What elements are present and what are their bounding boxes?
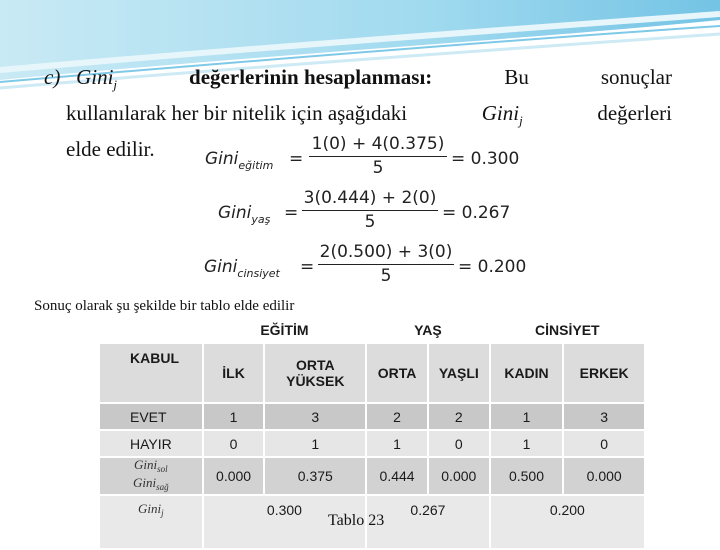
- eq2-equals: =: [284, 203, 299, 223]
- subheader-orta-yuksek: ORTA YÜKSEK: [264, 343, 366, 403]
- eq3-equals: =: [300, 257, 315, 277]
- item-label: c): [44, 65, 61, 89]
- table-cell: 2: [366, 403, 428, 430]
- eq1-result: = 0.300: [451, 149, 520, 169]
- eq2-gini: Gini: [218, 203, 252, 223]
- gini-sag-sub: sağ: [156, 482, 169, 492]
- intro-line-2: [44, 99, 672, 135]
- gini-subscript: j: [113, 77, 118, 92]
- gini-sol-symbol: Gini: [134, 457, 158, 472]
- eq1-gini: Gini: [205, 149, 239, 169]
- line2-gini-sub: j: [519, 113, 523, 128]
- gini-sol-sub: sol: [157, 464, 168, 474]
- line3-text: elde edilir.: [66, 137, 155, 161]
- table-cell: 0: [563, 430, 645, 457]
- subheader-ilk: İLK: [203, 343, 265, 403]
- line1-word-2: sonuçlar: [600, 65, 672, 89]
- eq2-denominator: 5: [364, 212, 376, 232]
- eq2-bar: [302, 210, 438, 211]
- table-cell: 1: [264, 430, 366, 457]
- subheader-kadin: KADIN: [490, 343, 564, 403]
- ginij-cinsiyet: 0.200: [490, 495, 645, 549]
- eq3-bar: [318, 264, 454, 265]
- table-cell: 1: [203, 403, 265, 430]
- line2-end: değerleri: [597, 101, 672, 125]
- table-corner: [99, 317, 203, 343]
- eq1-denominator: 5: [372, 158, 384, 178]
- eq1-bar: [309, 156, 447, 157]
- table-row-evet: [99, 403, 645, 430]
- table-cell: 0.000: [203, 457, 265, 495]
- row-label-hayir: HAYIR: [99, 430, 203, 457]
- ginij-symbol: Gini: [138, 501, 162, 516]
- eq3-fraction: [318, 242, 454, 286]
- eq2-fraction: [302, 188, 438, 232]
- eq1-sub: eğitim: [238, 159, 274, 172]
- table-row-hayir: [99, 430, 645, 457]
- row-header-kabul: KABUL: [99, 343, 203, 403]
- intro-label-group: [44, 63, 117, 99]
- table-subheader-row: [99, 343, 645, 403]
- table-cell: 0: [428, 430, 490, 457]
- table-cell: 0.375: [264, 457, 366, 495]
- table-cell: 0.444: [366, 457, 428, 495]
- intro-line-1: [44, 63, 672, 99]
- eq1-fraction: [309, 134, 447, 178]
- row-label-gini-split: [99, 457, 203, 495]
- eq2-sub: yaş: [251, 213, 271, 226]
- subheader-erkek: ERKEK: [563, 343, 645, 403]
- conclusion-text: Sonuç olarak şu şekilde bir tablo elde edilir: [34, 298, 295, 314]
- table-cell: 3: [563, 403, 645, 430]
- eq3-result: = 0.200: [458, 257, 527, 277]
- table-cell: 1: [490, 403, 564, 430]
- row-label-evet: EVET: [99, 403, 203, 430]
- ginij-yas: 0.267: [366, 495, 489, 549]
- group-header-yas: YAŞ: [366, 317, 489, 343]
- eq2-result: = 0.267: [442, 203, 511, 223]
- ginij-egitim: 0.300: [203, 495, 366, 549]
- table-cell: 0.500: [490, 457, 564, 495]
- subheader-orta: ORTA: [366, 343, 428, 403]
- table-cell: 0.000: [428, 457, 490, 495]
- eq3-sub: cinsiyet: [237, 267, 280, 280]
- group-header-egitim: EĞİTİM: [203, 317, 366, 343]
- table-cell: 1: [490, 430, 564, 457]
- table-caption: Tablo 23: [328, 512, 385, 529]
- line1-word-1: Bu: [504, 65, 529, 89]
- row-label-gini-j: [99, 495, 203, 549]
- table-cell: 3: [264, 403, 366, 430]
- eq3-numerator: 2(0.500) + 3(0): [319, 242, 453, 262]
- heading-text: değerlerinin hesaplanması:: [189, 65, 433, 89]
- line2-text: kullanılarak her bir nitelik için aşağıdaki: [66, 101, 408, 125]
- eq2-numerator: 3(0.444) + 2(0): [303, 188, 437, 208]
- table-cell: 0: [203, 430, 265, 457]
- eq1-equals: =: [289, 149, 304, 169]
- table-cell: 2: [428, 403, 490, 430]
- ginij-sub: j: [161, 508, 164, 518]
- group-header-cinsiyet: CİNSİYET: [490, 317, 645, 343]
- eq1-numerator: 1(0) + 4(0.375): [311, 134, 445, 154]
- subheader-yasli: YAŞLI: [428, 343, 490, 403]
- eq3-denominator: 5: [380, 266, 392, 286]
- eq3-gini: Gini: [204, 257, 238, 277]
- line2-gini: Gini: [481, 101, 520, 125]
- gini-sag-symbol: Gini: [133, 475, 157, 490]
- table-group-header-row: [99, 317, 645, 343]
- gini-symbol: Gini: [76, 65, 114, 89]
- table-cell: 0.000: [563, 457, 645, 495]
- table-row-gini-split: [99, 457, 645, 495]
- table-cell: 1: [366, 430, 428, 457]
